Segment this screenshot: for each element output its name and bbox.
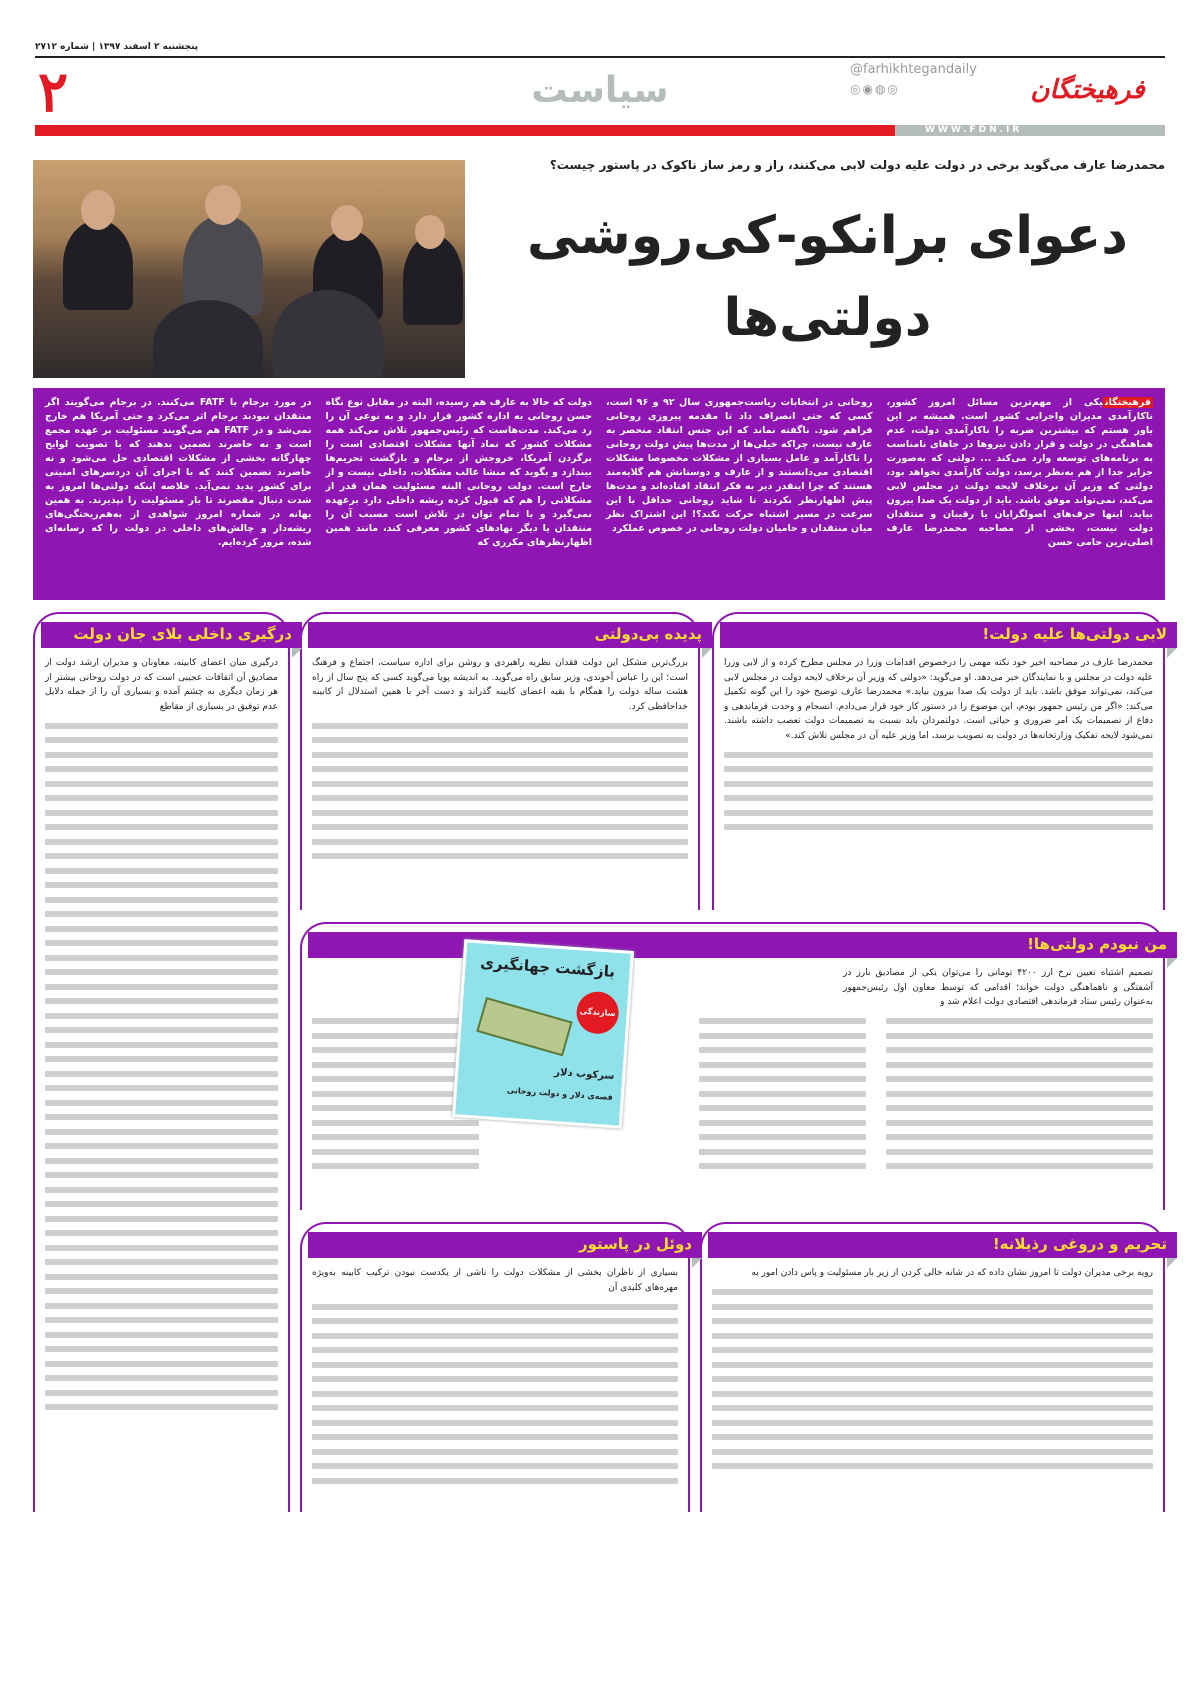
text-line <box>712 1289 1153 1295</box>
page-number: ۲ <box>38 59 69 125</box>
article-title: پدیده بی‌دولتی <box>308 622 712 648</box>
text-lines <box>714 752 1163 831</box>
cover-story: سرکوب دلار <box>553 1066 615 1083</box>
text-line <box>45 998 278 1004</box>
text-line <box>699 1105 866 1111</box>
text-line <box>312 1362 678 1368</box>
text-line <box>699 1134 866 1140</box>
article-body: درگیری میان اعضای کابینه، معاونان و مدیران ارشد دولت از مصادیق آن اتفاقات عجیبی است که در دولت روحانی بیشتر از هر زمان دیگری به چشم آمده و بسیاری آن را از جمله دلایل عدم توفیق در بسیاری از مقاطع <box>45 658 278 712</box>
text-line <box>312 1333 678 1339</box>
headline-line-2: دولتی‌ها <box>723 288 932 348</box>
lead-box <box>33 388 1165 600</box>
text-line <box>45 1158 278 1164</box>
social-handle: @farhikhtegandaily <box>850 62 977 77</box>
text-line <box>45 781 278 787</box>
text-line <box>45 795 278 801</box>
text-line <box>45 1129 278 1135</box>
text-line <box>712 1420 1153 1426</box>
text-line <box>45 1245 278 1251</box>
text-line <box>45 969 278 975</box>
lead-column-2: روحانی در انتخابات ریاست‌جمهوری سال ۹۲ و ۹۶ است، کسی که حتی انصراف داد تا مقدمه پیروزی روحانی فراهم شود. ناگفته نماند که این جنس انتقاد منحصر به عارف نیست، چراکه خیلی‌ها از مدت‌ها پیش دولت روحانی را ناکارآمد و عامل بسیاری از مشکلات مخصوصا مشکلات اقتصادی می‌دانستند و از عارف و دوستانش هم گلایه‌مند هستند که چرا اینقدر دیر به فکر انتقاد افتاده‌اند و مدت‌ها پیش اظهارنظر نکردند تا شاید روحانی حداقل با این سرعت در مسیر اشتباه حرکت نکند؟! این اشتراک نظر میان منتقدان و حامیان دولت روحانی در خصوص عملکرد <box>606 397 873 534</box>
text-lines <box>702 1289 1163 1469</box>
text-line <box>886 1149 1153 1155</box>
text-line <box>45 1216 278 1222</box>
text-line <box>312 1149 479 1155</box>
text-line <box>45 1143 278 1149</box>
text-line <box>312 781 688 787</box>
text-line <box>712 1362 1153 1368</box>
text-line <box>312 810 688 816</box>
newspaper-cover-image <box>452 939 634 1128</box>
text-line <box>724 781 1153 787</box>
text-line <box>886 1120 1153 1126</box>
text-line <box>312 1449 678 1455</box>
text-line <box>712 1318 1153 1324</box>
text-line <box>699 1062 866 1068</box>
text-line <box>712 1391 1153 1397</box>
text-line <box>312 1318 678 1324</box>
text-line <box>886 1062 1153 1068</box>
article-body: محمدرضا عارف در مصاحبه اخیر خود نکته مهمی را درخصوص اقدامات وزرا در مجلس مطرح کرده و از لابی وزرا علیه دولت در مجلس و با نمایندگان خبر می‌دهد. او می‌گوید: «دولتی که وزیر آن برخلاف لایحه دولت در مجلس لابی می‌کند، نمی‌تواند موفق باشد. باید از دولت یک صدا بیرون بیاید.» محمدرضا عارف توضیح خود را این گونه تکمیل می‌کند: «اگر من رئیس جمهور بودم، این موضوع را در دستور کار خود قرار می‌دادم. انسجام و وحدت فرماندهی و دفاع از تصمیمات یک امر ضروری و حیاتی است. دولتمردان باید نسبت به تصمیمات دولت تعصب داشته باشند. نمی‌شود لایحه تفکیک وزارتخانه‌ها در دولت به تصویب برسد، اما وزیر علیه آن در مجلس تلاش کند.» <box>724 658 1153 741</box>
text-line <box>45 1274 278 1280</box>
article-title: دوئل در پاستور <box>308 1232 702 1258</box>
text-line <box>312 1420 678 1426</box>
text-line <box>312 1463 678 1469</box>
article-sanction <box>700 1222 1165 1512</box>
divider <box>35 56 1165 58</box>
text-lines <box>302 723 698 860</box>
article-title: درگیری داخلی بلای جان دولت <box>41 622 302 648</box>
text-line <box>699 1033 866 1039</box>
text-lines <box>302 1304 688 1484</box>
text-line <box>45 1404 278 1410</box>
text-line <box>45 752 278 758</box>
text-line <box>886 1105 1153 1111</box>
article-title: من نبودم دولتی‌ها! <box>308 932 1177 958</box>
text-line <box>45 810 278 816</box>
text-line <box>724 766 1153 772</box>
article-title: تحریم و دروغی رذیلانه! <box>708 1232 1177 1258</box>
text-line <box>312 1047 479 1053</box>
text-line <box>45 737 278 743</box>
text-line <box>312 1347 678 1353</box>
article-body: بزرگ‌ترین مشکل این دولت فقدان نظریه راهبردی و روشن برای اداره سیاست، اجتماع و فرهنگ است؛ این را عباس آخوندی، وزیر سابق راه می‌گوید. به اندیشه پویا می‌گوید کسی که پنج سال از راه هشت ساله دولت را همگام با بقیه اعضای کابینه گذراند و دست آخر با همین استدلال از کابینه خداحافظی کرد. <box>312 658 688 712</box>
text-line <box>886 1076 1153 1082</box>
text-lines <box>699 1010 866 1178</box>
social-icons: ◎◉◍◎ <box>850 82 900 96</box>
text-line <box>312 1478 678 1484</box>
cover-story: قصه‌ی دلار و دولت روحانی <box>506 1085 614 1103</box>
text-line <box>45 1187 278 1193</box>
text-line <box>312 824 688 830</box>
text-line <box>45 1230 278 1236</box>
cover-badge: سازندگی <box>575 990 620 1035</box>
text-lines <box>886 1010 1153 1178</box>
article-conflict <box>33 612 290 1512</box>
text-line <box>45 1346 278 1352</box>
text-line <box>699 1149 866 1155</box>
text-line <box>45 1375 278 1381</box>
article-stateless <box>300 612 700 910</box>
text-line <box>312 737 688 743</box>
text-line <box>45 868 278 874</box>
article-title: لابی دولتی‌ها علیه دولت! <box>720 622 1177 648</box>
text-line <box>312 1018 479 1024</box>
text-line <box>45 1303 278 1309</box>
dollar-bill-image <box>476 997 572 1056</box>
text-line <box>45 897 278 903</box>
section-title: سیاست <box>531 70 669 111</box>
text-line <box>45 1259 278 1265</box>
article-duel <box>300 1222 690 1512</box>
issue-date: پنجشنبه ۲ اسفند ۱۳۹۷ | شماره ۲۷۱۲ <box>35 42 199 52</box>
text-line <box>312 1391 678 1397</box>
text-line <box>886 1018 1153 1024</box>
text-line <box>45 911 278 917</box>
lead-text: یکی از مهم‌ترین مسائل امروز کشور، ناکارآمدی مدیران واجرایی کشور است. همیشه بر این باور هستم که بیشترین ضربه را ناکارآمدی دولت، عدم هماهنگی در دولت و قرار دادن نیروها در جاهای نامناسب به برنامه‌های توسعه وارد می‌کند ... دولتی که به‌صورت جزایر جدا از هم به‌نظر برسد، دولت کارآمدی نخواهد بود، دولتی که وزیر آن برخلاف لایحه دولت در مجلس لابی می‌کند، نمی‌تواند موفق باشد. باید از دولت یک صدا بیرون بیاید. اینها حرف‌های اصولگرایان یا رقیبان و منتقدان دولت نیست، بخشی از مصاحبه محمدرضا عارف اصلی‌ترین حامی حسن <box>886 397 1153 548</box>
lead-column-3: دولت که حالا به عارف هم رسیده، البته در مقابل نوع نگاه حسن روحانی به اداره کشور قرار دارد و به نوعی آن را رد می‌کند. مدت‌هاست که رئیس‌جمهور تلاش می‌کند همه مشکلات کشور که نماد آنها مشکلات اقتصادی است را برگردن آمریکا، خروجش از برجام و بازگشت تحریم‌ها بیندازد و بگوید که منشا غالب مشکلات، داخلی نیست و از خارج است. دولت روحانی البته مسئولیت همان قدر از مشکلاتی را هم که قبول کرده ریشه داخلی دارد برعهده نمی‌گیرد و با تمام توان در تلاش است مسبب آن را منتقدان یا دیگر نهادهای کشور معرفی کند، مانند همین اظهارنظرهای مکرری که <box>325 397 592 548</box>
text-line <box>724 752 1153 758</box>
kicker: محمدرضا عارف می‌گوید برخی در دولت علیه دولت لابی می‌کنند، راز و رمز ساز ناکوک در پاستور چیست؟ <box>549 158 1165 172</box>
text-line <box>724 795 1153 801</box>
cabinet-photo <box>33 160 465 378</box>
source-tag: فرهیختگان <box>1105 397 1151 408</box>
text-line <box>712 1463 1153 1469</box>
text-line <box>886 1033 1153 1039</box>
text-line <box>45 1013 278 1019</box>
text-line <box>699 1091 866 1097</box>
text-line <box>699 1018 866 1024</box>
text-line <box>45 853 278 859</box>
text-line <box>712 1405 1153 1411</box>
text-line <box>712 1347 1153 1353</box>
text-line <box>712 1376 1153 1382</box>
text-line <box>312 1434 678 1440</box>
headline-line-1: دعوای برانکو-کی‌روشی <box>527 206 1128 266</box>
text-line <box>312 1163 479 1169</box>
text-line <box>312 1376 678 1382</box>
text-line <box>312 1062 479 1068</box>
lead-column-4: در مورد برجام با FATF می‌کنند. در برجام می‌گویند اگر منتقدان نبودند برجام اثر می‌کرد و حتی آمریکا هم خارج نمی‌شد و در FATF هم می‌گویند مسئولیت بر عهده مجمع است و نه حاضرند تضمین بدهند که با تصویب لوایح چهارگانه بخشی از مشکلات اقتصادی حل می‌شود و نه حاضرند تضمین کنند که با اجرای آن دردسرهای امنیتی برای کشور پدید نمی‌آید. خلاصه اینکه دولتی‌ها امروز به شدت دنبال مقصرند تا بار مسئولیت را نپذیرند. به همین بهانه در شماره امروز شواهدی از به‌هم‌ریختگی‌های ریشه‌دار و چالش‌های داخلی در دولت را که رسانه‌ای شده، مرور کرده‌ایم. <box>45 397 312 548</box>
text-line <box>712 1304 1153 1310</box>
text-line <box>699 1120 866 1126</box>
text-line <box>45 723 278 729</box>
text-line <box>312 795 688 801</box>
text-line <box>312 723 688 729</box>
text-line <box>712 1449 1153 1455</box>
article-lobby <box>712 612 1165 910</box>
text-line <box>45 955 278 961</box>
text-line <box>699 1047 866 1053</box>
text-line <box>45 882 278 888</box>
text-line <box>45 1027 278 1033</box>
text-line <box>45 984 278 990</box>
header-bar <box>35 125 895 136</box>
text-line <box>312 1120 479 1126</box>
cover-title: بازگشت جهانگیری <box>479 953 616 981</box>
newspaper-logo: فرهیختگان <box>1030 75 1145 105</box>
text-line <box>45 940 278 946</box>
article-body: بسیاری از ناظران بخشی از مشکلات دولت را ناشی از یکدست نبودن ترکیب کابینه به‌ویژه مهره‌های کلیدی آن <box>312 1268 678 1293</box>
website: WWW.FDN.IR <box>895 125 1165 136</box>
text-line <box>712 1434 1153 1440</box>
text-line <box>312 752 688 758</box>
text-line <box>724 824 1153 830</box>
text-lines <box>35 723 288 1411</box>
text-line <box>45 1201 278 1207</box>
text-line <box>312 1304 678 1310</box>
text-line <box>312 839 688 845</box>
text-line <box>45 1288 278 1294</box>
text-line <box>45 1114 278 1120</box>
lead-column-1 <box>887 396 1154 592</box>
text-line <box>312 766 688 772</box>
article-body: تصمیم اشتباه تعیین نرخ ارز ۴۲۰۰ تومانی را می‌توان یکی از مصادیق بارز در آشفتگی و ناهماهنگی دولت خواند؛ اقدامی که توسط معاون اول رئیس‌جمهور به‌عنوان رئیس ستاد فرماندهی اقتصادی دولت اعلام شد و <box>843 968 1153 1007</box>
text-line <box>886 1134 1153 1140</box>
text-line <box>45 1317 278 1323</box>
text-line <box>45 1042 278 1048</box>
text-line <box>45 1390 278 1396</box>
text-line <box>712 1333 1153 1339</box>
text-line <box>45 1100 278 1106</box>
text-line <box>45 766 278 772</box>
text-line <box>312 1134 479 1140</box>
text-line <box>312 1033 479 1039</box>
text-line <box>886 1091 1153 1097</box>
headline <box>490 195 1165 359</box>
text-line <box>45 824 278 830</box>
article-body: رویه برخی مدیران دولت تا امروز نشان داده که در شانه خالی کردن از زیر بار مسئولیت و پاس دادن امور به <box>751 1268 1153 1278</box>
text-line <box>886 1047 1153 1053</box>
text-line <box>45 1332 278 1338</box>
text-line <box>45 926 278 932</box>
text-line <box>699 1163 866 1169</box>
text-line <box>45 1172 278 1178</box>
text-line <box>699 1076 866 1082</box>
text-line <box>45 839 278 845</box>
text-line <box>45 1071 278 1077</box>
text-line <box>886 1163 1153 1169</box>
text-line <box>724 810 1153 816</box>
text-line <box>45 1056 278 1062</box>
text-line <box>312 1405 678 1411</box>
article-not-me <box>300 922 1165 1210</box>
text-line <box>45 1361 278 1367</box>
text-line <box>45 1085 278 1091</box>
text-line <box>312 853 688 859</box>
